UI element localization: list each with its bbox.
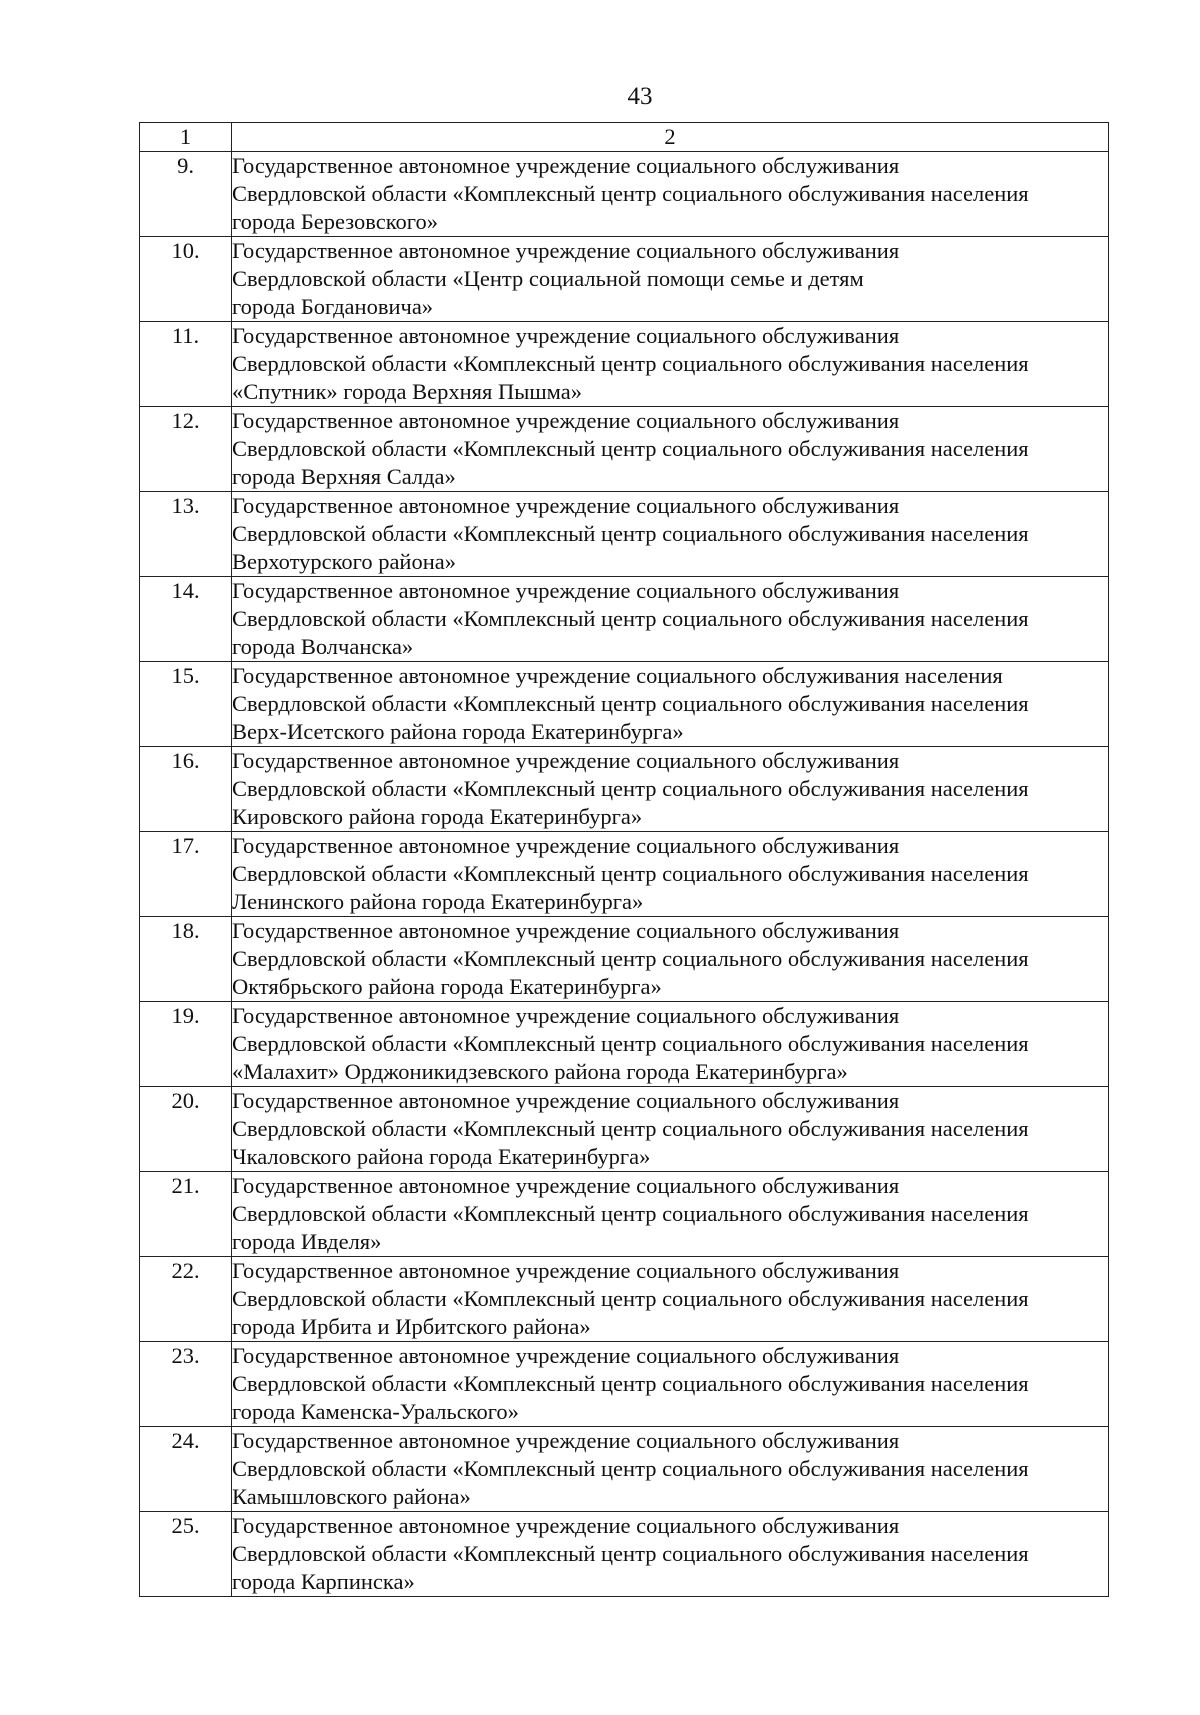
institution-name-line: города Каменска-Уральского» xyxy=(232,1399,519,1424)
row-number: 22. xyxy=(140,1257,232,1342)
row-number: 17. xyxy=(140,832,232,917)
institution-name-line: Государственное автономное учреждение социального обслуживания xyxy=(232,493,900,518)
table-row xyxy=(140,1087,1109,1172)
institution-name-line: Камышловского района» xyxy=(232,1484,471,1509)
table-row xyxy=(140,407,1109,492)
row-number: 13. xyxy=(140,492,232,577)
institution-name xyxy=(232,917,1109,1002)
institution-name-line: Свердловской области «Комплексный центр социального обслуживания населения xyxy=(232,351,1029,376)
institution-name-line: Свердловской области «Комплексный центр социального обслуживания населения xyxy=(232,861,1029,886)
table-row xyxy=(140,1257,1109,1342)
institution-name-line: города Карпинска» xyxy=(232,1569,415,1594)
institution-name-line: Государственное автономное учреждение социального обслуживания xyxy=(232,153,900,178)
table-row xyxy=(140,1002,1109,1087)
institution-name-line: Чкаловского района города Екатеринбурга» xyxy=(232,1144,651,1169)
row-number: 21. xyxy=(140,1172,232,1257)
institution-name xyxy=(232,152,1109,237)
row-number: 11. xyxy=(140,322,232,407)
row-number: 12. xyxy=(140,407,232,492)
institution-name-line: Государственное автономное учреждение социального обслуживания xyxy=(232,1513,900,1538)
table-row xyxy=(140,832,1109,917)
institution-name-line: Верхотурского района» xyxy=(232,549,457,574)
institution-name-line: Свердловской области «Комплексный центр социального обслуживания населения xyxy=(232,1116,1029,1141)
institution-name-line: Верх-Исетского района города Екатеринбурга» xyxy=(232,719,684,744)
institution-name-line: Государственное автономное учреждение социального обслуживания xyxy=(232,323,900,348)
institution-name-line: города Волчанска» xyxy=(232,634,414,659)
institution-name-line: Государственное автономное учреждение социального обслуживания xyxy=(232,1003,900,1028)
institutions-table xyxy=(139,122,1109,1597)
institution-name-line: Ленинского района города Екатеринбурга» xyxy=(232,889,644,914)
row-number: 24. xyxy=(140,1427,232,1512)
institution-name-line: Кировского района города Екатеринбурга» xyxy=(232,804,643,829)
row-number: 23. xyxy=(140,1342,232,1427)
row-number: 15. xyxy=(140,662,232,747)
institution-name-line: Октябрьского района города Екатеринбурга» xyxy=(232,974,662,999)
institution-name-line: Государственное автономное учреждение социального обслуживания xyxy=(232,238,900,263)
institution-name xyxy=(232,747,1109,832)
institution-name xyxy=(232,237,1109,322)
institution-name xyxy=(232,1427,1109,1512)
institution-name xyxy=(232,577,1109,662)
table-row xyxy=(140,1427,1109,1512)
table-row xyxy=(140,1512,1109,1597)
row-number: 18. xyxy=(140,917,232,1002)
table-row xyxy=(140,917,1109,1002)
column-header-name: 2 xyxy=(232,123,1109,152)
table-row xyxy=(140,577,1109,662)
institution-name xyxy=(232,1512,1109,1597)
table-row xyxy=(140,1342,1109,1427)
institution-name-line: Свердловской области «Комплексный центр социального обслуживания населения xyxy=(232,436,1029,461)
row-number: 9. xyxy=(140,152,232,237)
institution-name-line: Государственное автономное учреждение социального обслуживания xyxy=(232,578,900,603)
institution-name-line: «Спутник» города Верхняя Пышма» xyxy=(232,379,582,404)
table-header-row xyxy=(140,123,1109,152)
institution-name-line: Свердловской области «Комплексный центр социального обслуживания населения xyxy=(232,606,1029,631)
row-number: 19. xyxy=(140,1002,232,1087)
table-row xyxy=(140,662,1109,747)
institution-name-line: Свердловской области «Комплексный центр социального обслуживания населения xyxy=(232,691,1029,716)
institution-name-line: Государственное автономное учреждение социального обслуживания xyxy=(232,748,900,773)
institution-name xyxy=(232,1087,1109,1172)
institution-name-line: Государственное автономное учреждение социального обслуживания xyxy=(232,1088,900,1113)
row-number: 16. xyxy=(140,747,232,832)
institution-name-line: Свердловской области «Комплексный центр социального обслуживания населения xyxy=(232,1456,1029,1481)
institution-name-line: Свердловской области «Центр социальной помощи семье и детям xyxy=(232,266,864,291)
page-number: 43 xyxy=(627,83,653,110)
institution-name xyxy=(232,492,1109,577)
table-row xyxy=(140,237,1109,322)
institution-name xyxy=(232,662,1109,747)
institution-name-line: Государственное автономное учреждение социального обслуживания xyxy=(232,833,900,858)
institution-name-line: Государственное автономное учреждение социального обслуживания xyxy=(232,1173,900,1198)
institution-name xyxy=(232,1172,1109,1257)
institution-name xyxy=(232,1002,1109,1087)
institution-name-line: Свердловской области «Комплексный центр социального обслуживания населения xyxy=(232,1286,1029,1311)
institution-name-line: Свердловской области «Комплексный центр социального обслуживания населения xyxy=(232,1201,1029,1226)
table-row xyxy=(140,322,1109,407)
institution-name-line: Свердловской области «Комплексный центр социального обслуживания населения xyxy=(232,521,1029,546)
row-number: 20. xyxy=(140,1087,232,1172)
institution-name-line: Свердловской области «Комплексный центр социального обслуживания населения xyxy=(232,1031,1029,1056)
table-row xyxy=(140,747,1109,832)
table-row xyxy=(140,492,1109,577)
institution-name-line: Свердловской области «Комплексный центр социального обслуживания населения xyxy=(232,1541,1029,1566)
institution-name xyxy=(232,407,1109,492)
institution-name-line: Свердловской области «Комплексный центр социального обслуживания населения xyxy=(232,776,1029,801)
row-number: 10. xyxy=(140,237,232,322)
institution-name xyxy=(232,1342,1109,1427)
table-body xyxy=(140,123,1109,1597)
institution-name-line: города Березовского» xyxy=(232,209,438,234)
institution-name xyxy=(232,1257,1109,1342)
institution-name xyxy=(232,832,1109,917)
table-row xyxy=(140,1172,1109,1257)
institution-name-line: Государственное автономное учреждение социального обслуживания xyxy=(232,1428,900,1453)
institution-name-line: Свердловской области «Комплексный центр социального обслуживания населения xyxy=(232,946,1029,971)
institution-name-line: Государственное автономное учреждение социального обслуживания населения xyxy=(232,663,1003,688)
institution-name-line: города Ирбита и Ирбитского района» xyxy=(232,1314,591,1339)
institution-name-line: Государственное автономное учреждение социального обслуживания xyxy=(232,918,900,943)
institution-name-line: Государственное автономное учреждение социального обслуживания xyxy=(232,408,900,433)
institution-name-line: Государственное автономное учреждение социального обслуживания xyxy=(232,1258,900,1283)
row-number: 14. xyxy=(140,577,232,662)
table-row xyxy=(140,152,1109,237)
institution-name-line: Свердловской области «Комплексный центр социального обслуживания населения xyxy=(232,1371,1029,1396)
institution-name xyxy=(232,322,1109,407)
institution-name-line: города Богдановича» xyxy=(232,294,434,319)
institution-name-line: Государственное автономное учреждение социального обслуживания xyxy=(232,1343,900,1368)
institution-name-line: города Ивделя» xyxy=(232,1229,382,1254)
institution-name-line: «Малахит» Орджоникидзевского района города Екатеринбурга» xyxy=(232,1059,848,1084)
row-number: 25. xyxy=(140,1512,232,1597)
institution-name-line: Свердловской области «Комплексный центр социального обслуживания населения xyxy=(232,181,1029,206)
column-header-number: 1 xyxy=(140,123,232,152)
institution-name-line: города Верхняя Салда» xyxy=(232,464,456,489)
